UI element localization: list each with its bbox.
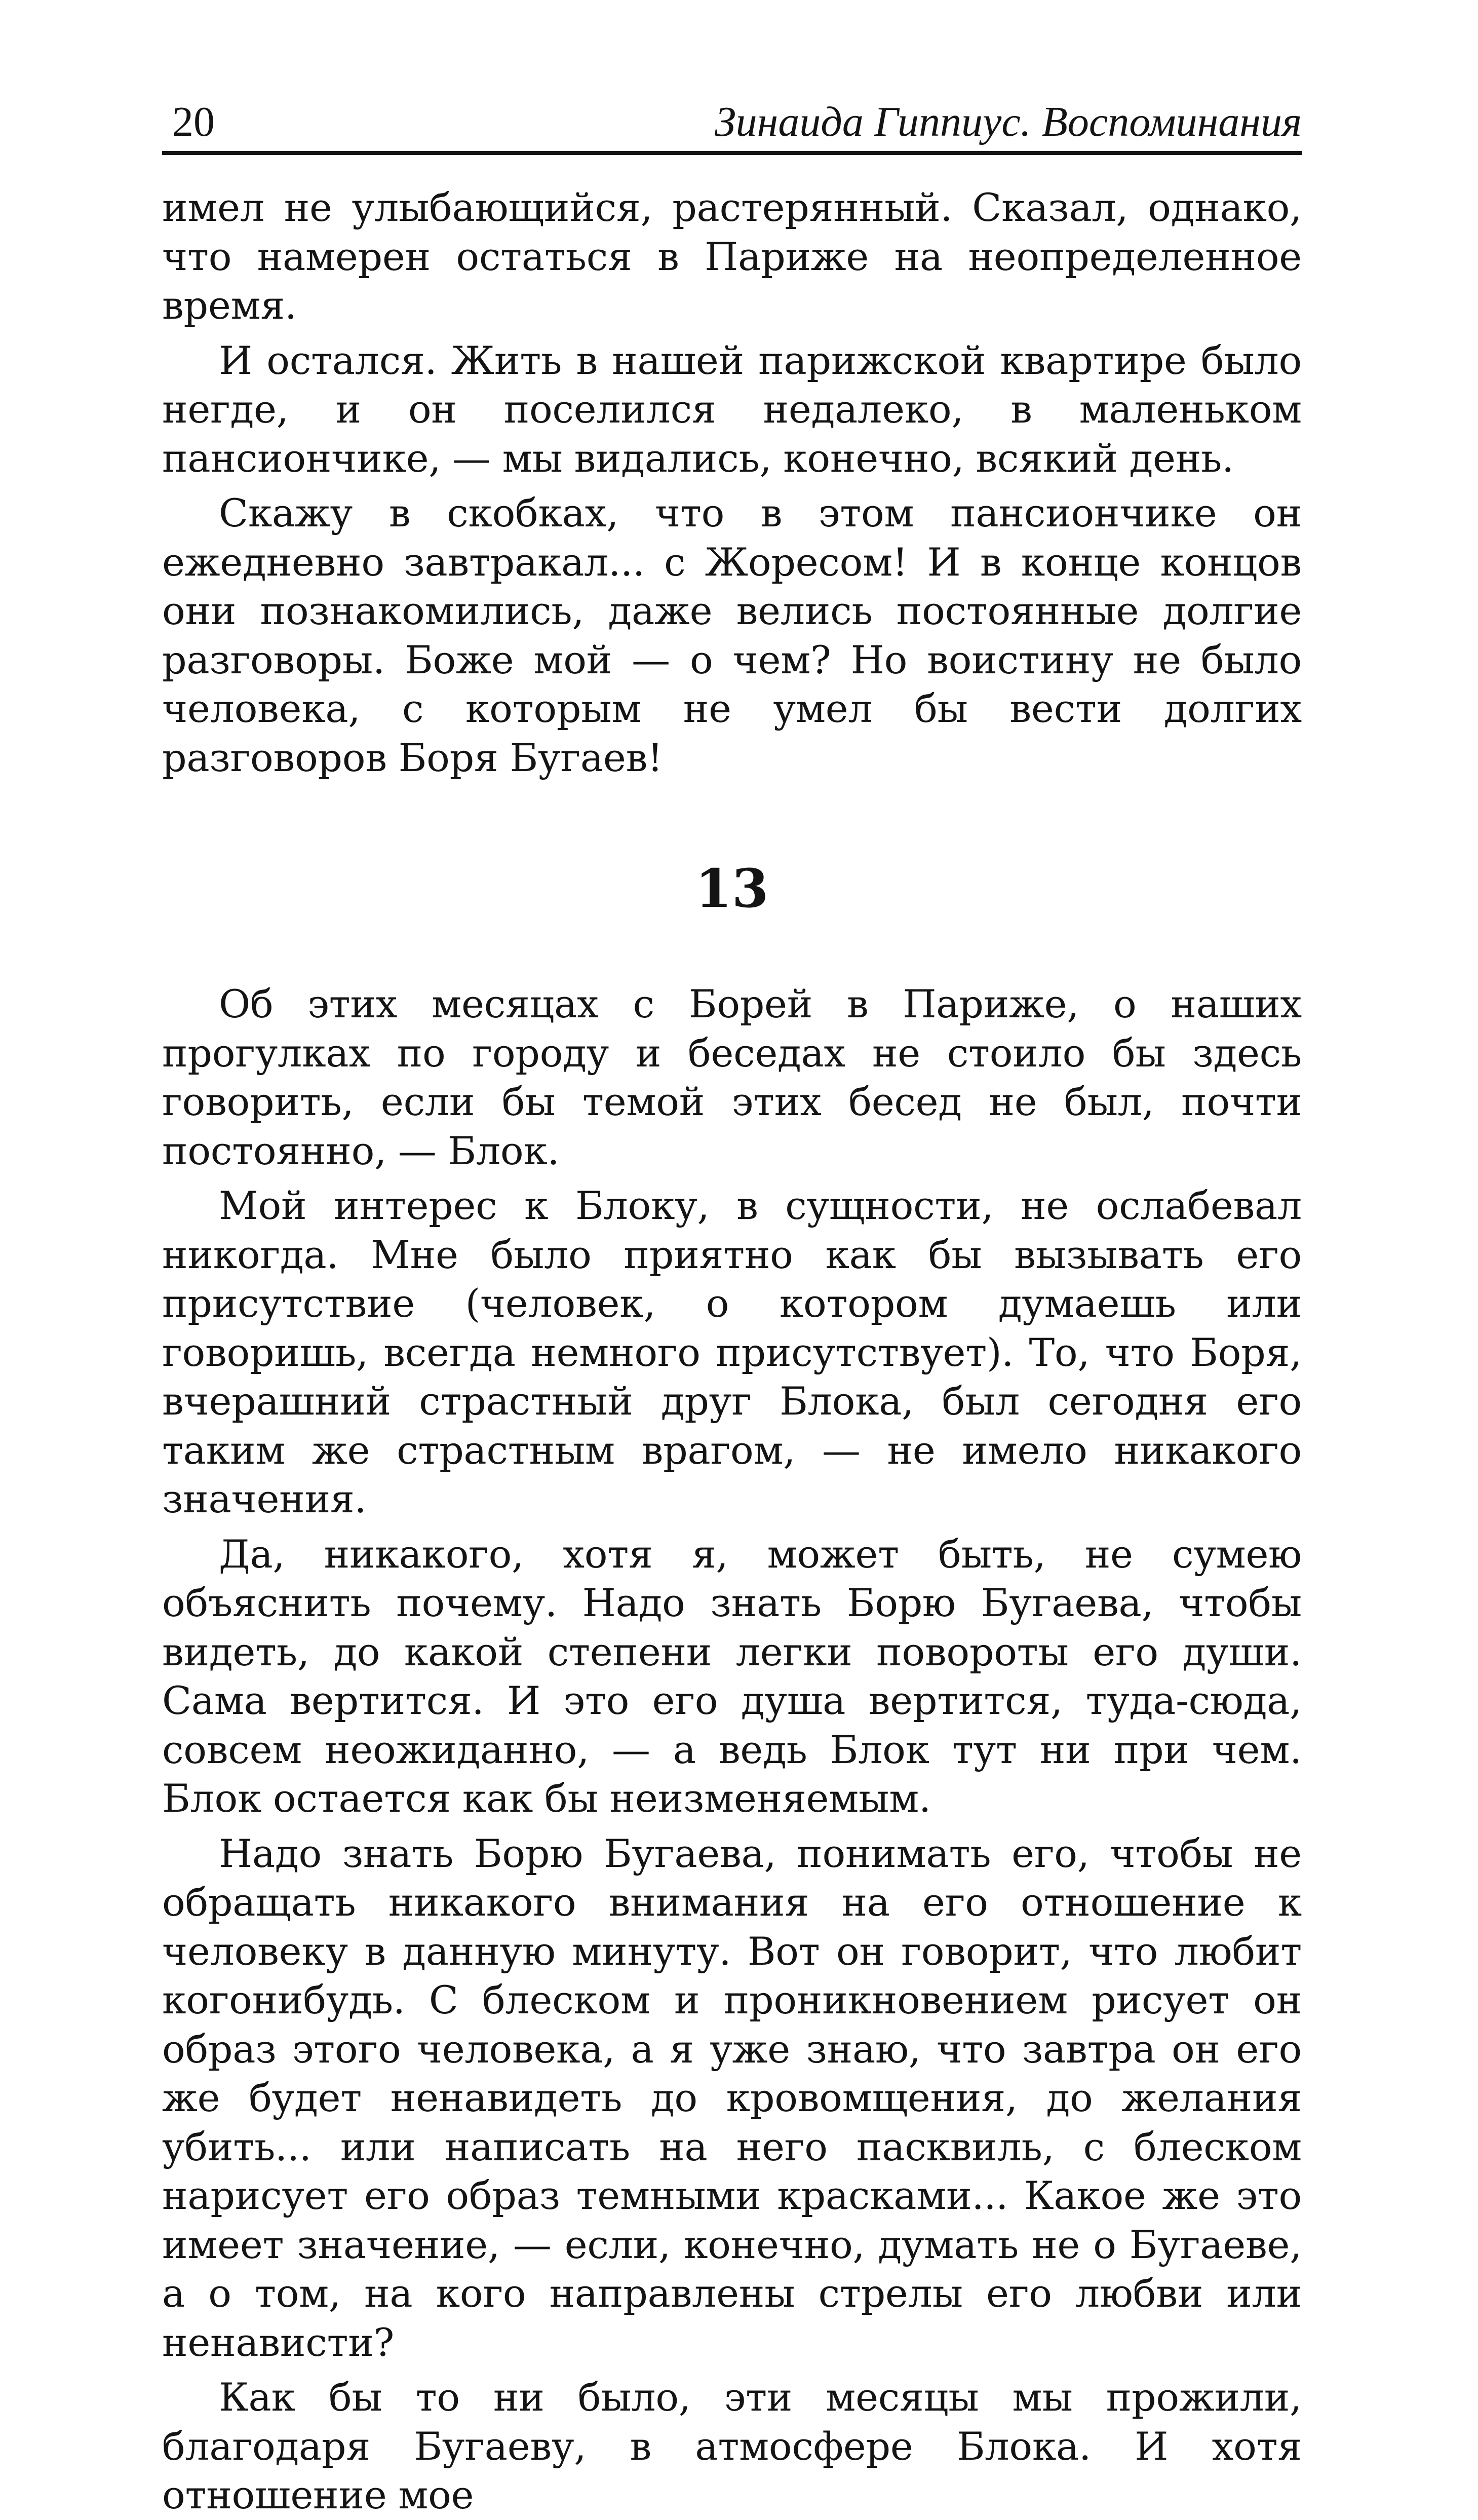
body-text: [162, 183, 1302, 2520]
paragraph: И остался. Жить в нашей парижской квартире было негде, и он поселился недалеко, в маленьком пансиончике, — мы видались, конечно, всякий день.: [162, 337, 1302, 481]
page-number: 20: [172, 98, 215, 145]
paragraph: Скажу в скобках, что в этом пансиончике он ежедневно завтракал... с Жоресом! И в конце концов они познакомились, даже велись постоянные долгие разговоры. Боже мой — о чем? Но воистину не было человека, с которым не умел бы вести долгих разговоров Боря Бугаев!: [162, 490, 1302, 780]
paragraph: Надо знать Борю Бугаева, понимать его, чтобы не обращать никакого внимания на его отношение к человеку в данную минуту. Вот он говорит, что любит когонибудь. С блеском и проникновением рисует он образ этого человека, а я уже знаю, что завтра он его же будет ненавидеть до кровомщения, до желания убить... или написать на него пасквиль, с блеском нарисует его образ темными красками... Какое же это имеет значение, — если, конечно, думать не о Бугаеве, а о том, на кого направлены стрелы его любви или ненависти?: [162, 1830, 1302, 2365]
paragraph: имел не улыбающийся, растерянный. Сказал, однако, что намерен остаться в Париже на неопределенное время.: [162, 185, 1302, 328]
running-head: [162, 86, 1302, 157]
paragraph: Об этих месяцах с Борей в Париже, о наших прогулках по городу и беседах не стоило бы здесь говорить, если бы темой этих бесед не был, почти постоянно, — Блок.: [162, 981, 1302, 1173]
running-title: Зинаида Гиппиус. Воспоминания: [715, 98, 1302, 145]
paragraph: Да, никакого, хотя я, может быть, не сумею объяснить почему. Надо знать Борю Бугаева, чтобы видеть, до какой степени легки повороты его души. Сама вертится. И это его душа вертится, туда-сюда, совсем неожиданно, — а ведь Блок тут ни при чем. Блок остается как бы неизменяемым.: [162, 1531, 1302, 1821]
paragraph: Как бы то ни было, эти месяцы мы прожили, благодаря Бугаеву, в атмосфере Блока. И хотя отношение мое: [162, 2375, 1302, 2517]
paragraph: Мой интерес к Блоку, в сущности, не ослабевал никогда. Мне было приятно как бы вызывать его присутствие (человек, о котором думаешь или говоришь, всегда немного присутствует). То, что Боря, вчерашний страстный друг Блока, был сегодня его таким же страстным врагом, — не имело никакого значения.: [162, 1183, 1302, 1521]
book-page: [162, 86, 1302, 2520]
header-divider: [162, 151, 1302, 155]
chapter-number: 13: [695, 857, 769, 920]
